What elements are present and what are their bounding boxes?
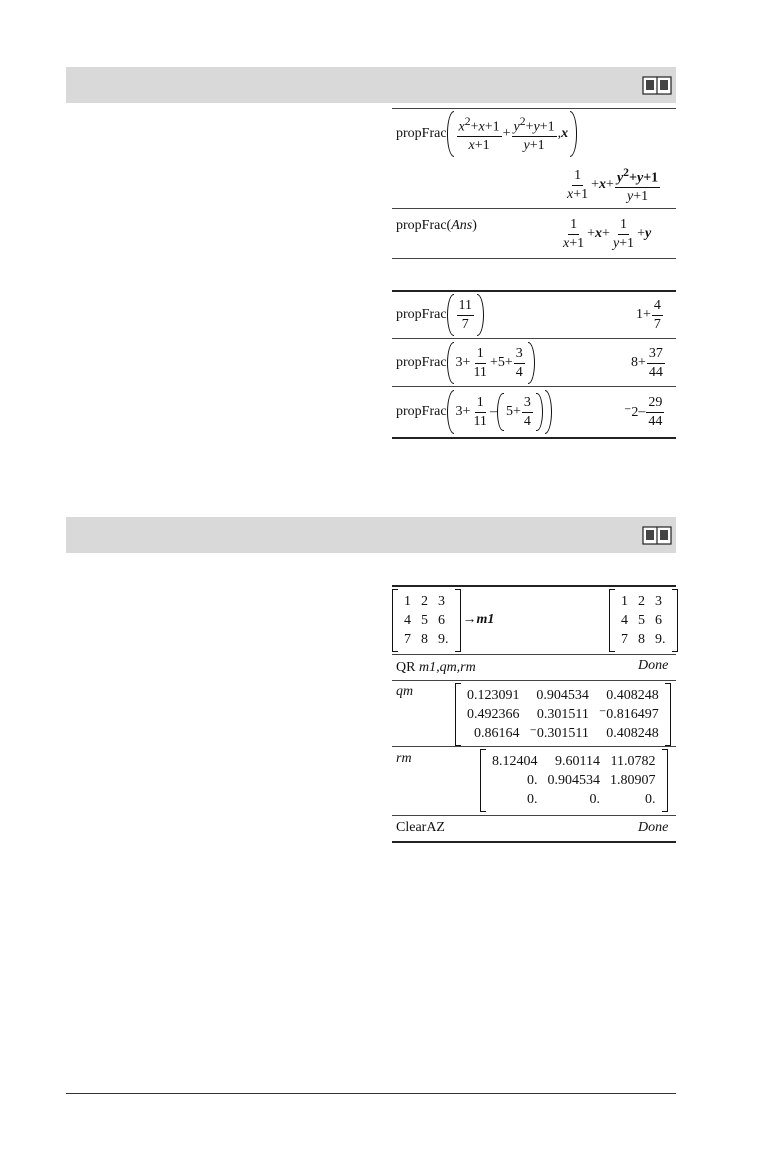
- matrix-cell: 1: [404, 593, 411, 609]
- matrix-cell: 11.0782: [610, 754, 656, 769]
- matrix-cell: ⁻0.816497: [598, 707, 659, 722]
- example-4-output: 8 + $\frac{37}{44}$: [631, 345, 663, 380]
- matrix-cell: 0.904534: [536, 688, 589, 703]
- matrix-cell: 6: [655, 613, 662, 628]
- matrix-cell: 8.12404: [492, 754, 538, 769]
- matrix-cell: 0.301511: [536, 707, 589, 722]
- matrix-cell: 3: [655, 594, 662, 609]
- book-icon: [642, 76, 672, 95]
- clearaz-result: Done: [638, 820, 669, 835]
- matrix-m1-output: [609, 589, 678, 652]
- qm-label: qm: [396, 684, 414, 699]
- matrix-cell: 8: [421, 631, 428, 647]
- matrix-cell: 5: [421, 612, 428, 628]
- matrix-cell: 6: [438, 612, 445, 628]
- rule: [392, 208, 676, 209]
- rule: [392, 437, 676, 439]
- section-header-propfrac: [66, 67, 676, 103]
- example-2-output: $\frac{1}{x+1}$ +x+ $\frac{1}{y+1}$ +y: [563, 216, 652, 251]
- m1-store-output: [609, 589, 678, 652]
- matrix-cell: 0.: [589, 792, 600, 807]
- rule: [392, 815, 676, 816]
- example-1-output: $\frac{1}{x+1}$ +x+ $\frac{y^2+y+1}{y+1}$: [567, 165, 659, 205]
- matrix-qm: [455, 683, 671, 746]
- matrix-cell: 7: [404, 631, 411, 647]
- rule: [392, 108, 676, 109]
- matrix-cell: 0.: [527, 773, 538, 788]
- rule: [392, 290, 676, 292]
- rule: [392, 841, 676, 843]
- matrix-cell: 9.: [438, 631, 449, 647]
- qr-command: QR m1,qm,rm: [396, 660, 476, 675]
- matrix-cell: 0.86164: [474, 726, 520, 741]
- example-4-input: propFrac 3+ $\frac{1}{11}$ +5+ $\frac{3}{4}$: [396, 342, 535, 384]
- matrix-cell: 0.123091: [467, 688, 520, 703]
- example-3-output: 1 + $\frac{4}{7}$: [636, 297, 661, 332]
- matrix-cell: 5: [638, 613, 645, 628]
- matrix-cell: 1.80907: [610, 773, 656, 788]
- example-5-output: ⁻2 – $\frac{29}{44}$: [624, 394, 663, 429]
- book-icon: [642, 526, 672, 545]
- rm-label: rm: [396, 751, 412, 766]
- matrix-cell: ⁻0.301511: [529, 726, 589, 741]
- matrix-cell: 8: [638, 632, 645, 647]
- example-2-input: propFrac ( Ans ): [396, 218, 477, 233]
- matrix-cell: 2: [638, 594, 645, 609]
- qr-result: Done: [638, 658, 669, 673]
- m1-store-input: 1 2 3 4 5 6 7 8 9. →m1: [392, 589, 494, 651]
- page-bottom-rule: [66, 1093, 676, 1094]
- rule: [392, 585, 676, 587]
- matrix-cell: 0.492366: [467, 707, 520, 722]
- rule: [392, 258, 676, 259]
- rule: [392, 338, 676, 339]
- matrix-cell: 0.: [645, 792, 656, 807]
- rule: [392, 386, 676, 387]
- rule: [392, 654, 676, 655]
- clearaz-command: ClearAZ: [396, 820, 445, 835]
- example-3-input: propFrac $\frac{11}{7}$: [396, 294, 484, 336]
- matrix-m1-input: [392, 589, 461, 652]
- matrix-cell: 0.904534: [547, 773, 600, 788]
- example-5-input: propFrac 3+ $\frac{1}{11}$ – 5+ $\frac{3}{4}$: [396, 390, 552, 434]
- matrix-cell: 4: [621, 613, 628, 628]
- section-header-qr: [66, 517, 676, 553]
- matrix-cell: 9.60114: [555, 754, 600, 769]
- matrix-cell: 0.408248: [606, 688, 659, 703]
- matrix-cell: 4: [404, 612, 411, 628]
- matrix-cell: 3: [438, 593, 445, 609]
- matrix-cell: 9.: [655, 632, 666, 647]
- matrix-cell: 0.408248: [606, 726, 659, 741]
- rule: [392, 680, 676, 681]
- rm-output: [480, 749, 668, 812]
- matrix-rm: [480, 749, 668, 812]
- matrix-cell: 7: [621, 632, 628, 647]
- rule: [392, 746, 676, 747]
- matrix-cell: 0.: [527, 792, 538, 807]
- qm-output: [455, 683, 671, 746]
- matrix-cell: 1: [621, 594, 628, 609]
- example-1-input: propFrac $\frac{x^2+x+1}{x+1}$ + $\frac{y^2+y+1}{y+1}$ ,x: [396, 110, 577, 158]
- matrix-cell: 2: [421, 593, 428, 609]
